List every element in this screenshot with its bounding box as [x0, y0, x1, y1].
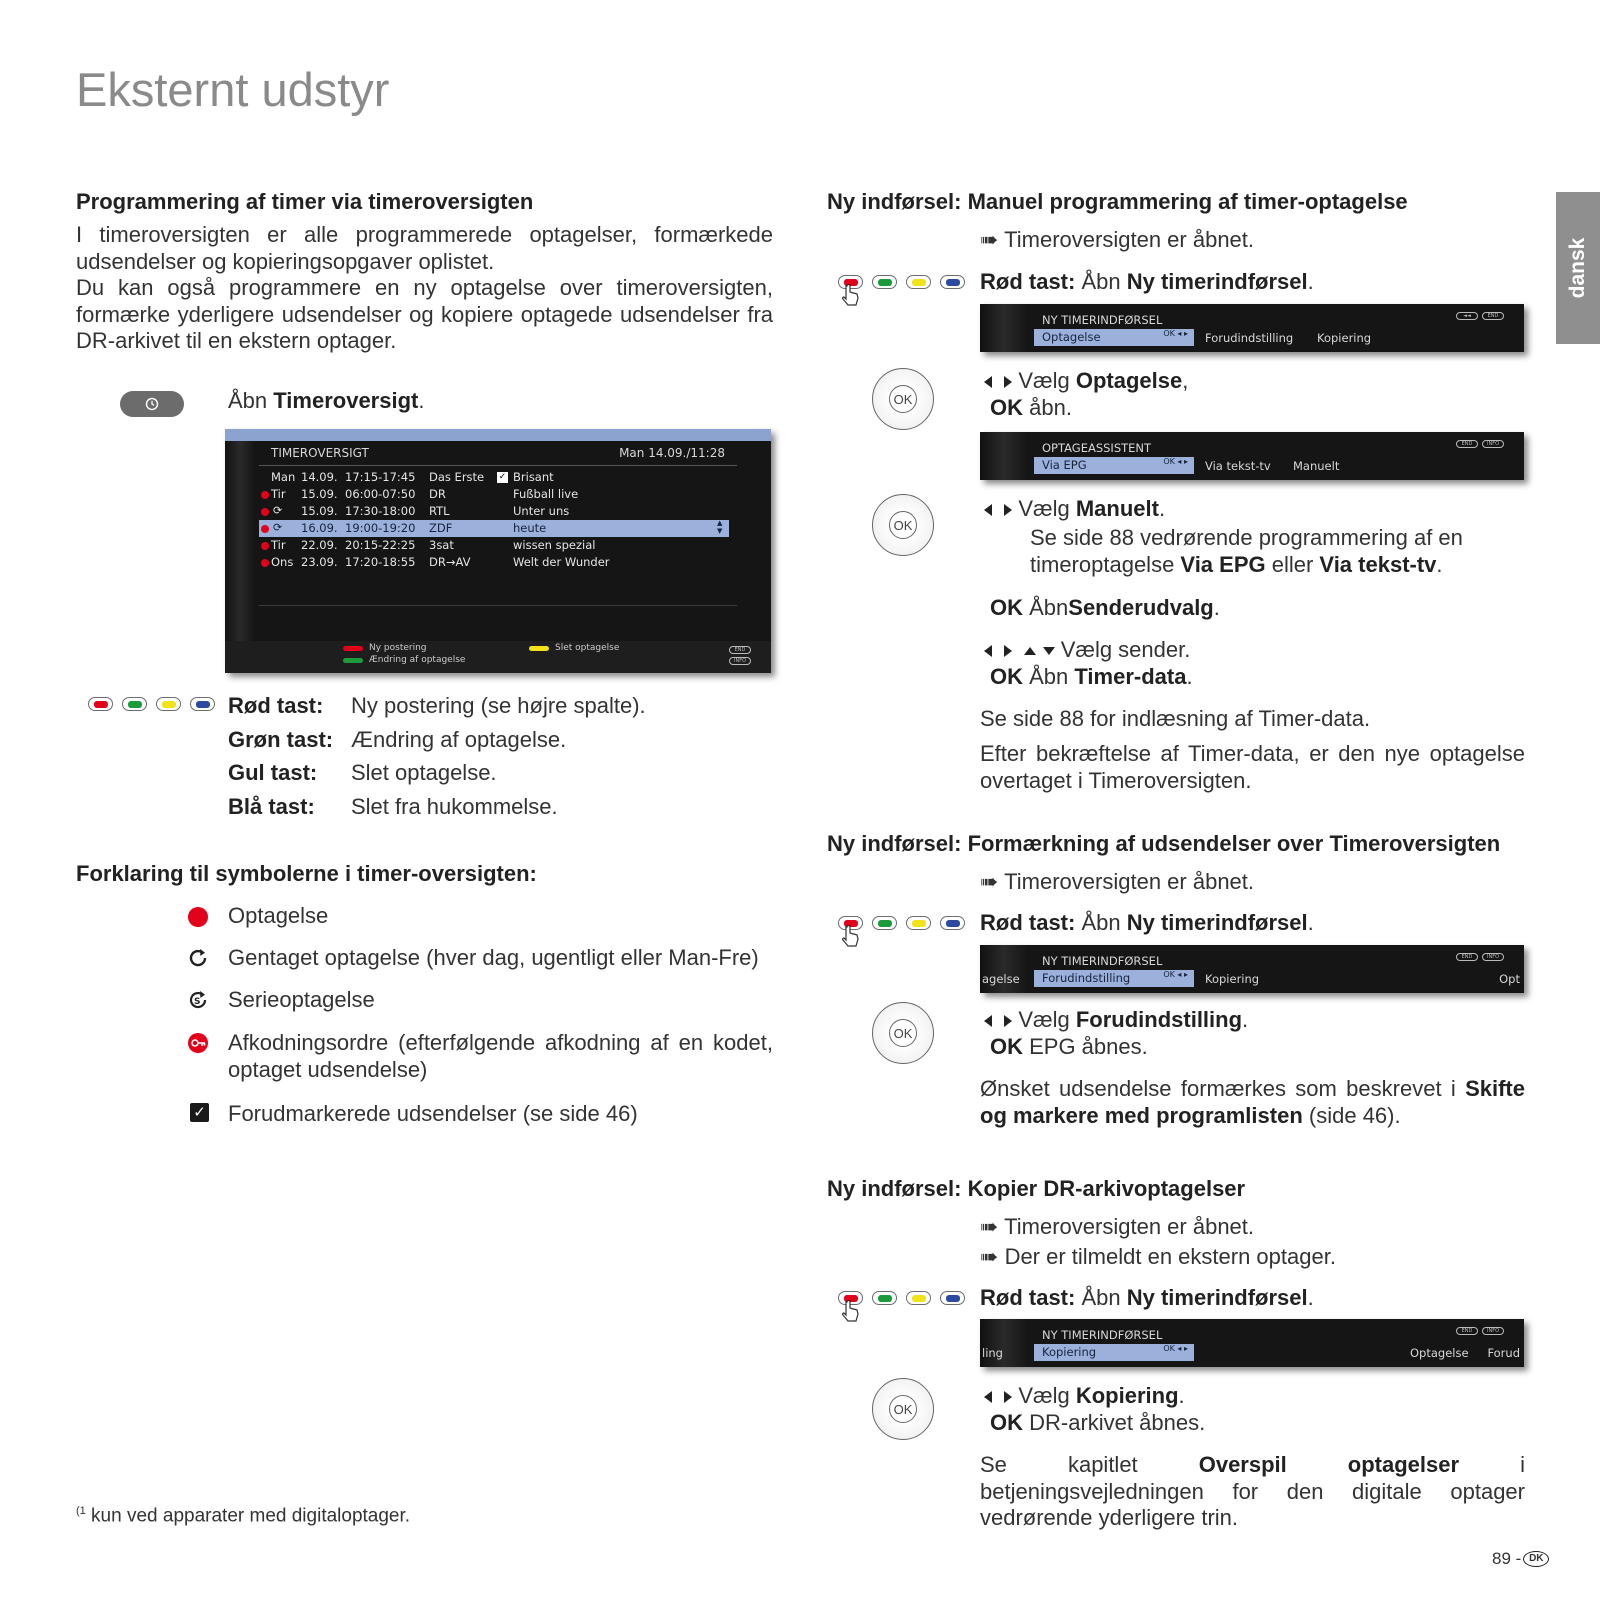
record-icon	[188, 907, 208, 927]
blue-key-icon	[940, 275, 965, 289]
copy-note: Se kapitlet Overspil optagelser i betjeningsvejledningen for den digitale optager vedrørende yderligere trin.	[980, 1452, 1526, 1530]
step-select-forudindstilling: Vælg Forudindstilling.	[984, 1007, 1248, 1033]
key-desc-red: Ny postering (se højre spalte).	[351, 693, 646, 718]
record-icon	[261, 508, 269, 516]
ok-navigation-button: OK	[872, 368, 934, 430]
ok-navigation-button: OK	[872, 1378, 934, 1440]
menu-option[interactable]: Kopiering	[1317, 331, 1372, 345]
arrow-icon: ➠	[980, 869, 999, 894]
arrow-icon: ➠	[980, 1214, 999, 1239]
clock-icon	[145, 397, 159, 411]
left-arrow-icon	[984, 1015, 992, 1027]
key-desc-yellow: Slet optagelse.	[351, 760, 497, 785]
step-ok-epg: OK EPG åbnes.	[990, 1034, 1148, 1059]
menu-option[interactable]: Via tekst-tv	[1205, 459, 1271, 473]
step-open-timerdata: OK Åbn Timer-data.	[990, 664, 1193, 689]
step-select-optagelse: Vælg Optagelse,	[984, 368, 1188, 394]
menu-option-selected[interactable]: Forudindstilling OK ◂ ▸	[1034, 970, 1194, 987]
yellow-key-icon	[906, 1291, 931, 1305]
footer-yellow: Slet optagelse	[555, 643, 620, 653]
precondition-line: ➠ Timeroversigten er åbnet.	[980, 227, 1255, 252]
footer-green: Ændring af optagelse	[369, 655, 466, 665]
series-icon: ⟳	[273, 521, 283, 534]
right-arrow-icon	[1004, 376, 1012, 388]
hand-pointer-icon	[842, 283, 860, 309]
blue-key-icon	[940, 1291, 965, 1305]
red-key-instruction: Rød tast: Åbn Ny timerindførsel.	[980, 269, 1314, 294]
timer-row[interactable]: Tir 15.09. 06:00-07:50 DR Fußball live	[259, 486, 729, 503]
end-key: END	[729, 646, 751, 654]
new-timer-menu-screen: NY TIMERINDFØRSEL Optagelse OK ◂ ▸ Forudindstilling Kopiering ◄◄ END	[980, 304, 1524, 352]
timer-overview-screen	[225, 429, 771, 673]
page-title: Eksternt udstyr	[76, 63, 390, 116]
red-key-instruction: Rød tast: Åbn Ny timerindførsel.	[980, 910, 1314, 935]
country-badge: DK	[1523, 1551, 1549, 1567]
section-heading-timer: Programmering af timer via timeroversigten	[76, 189, 534, 214]
yellow-key-icon	[906, 275, 931, 289]
symbol-record: Optagelse	[228, 903, 329, 928]
step-select-kopiering: Vælg Kopiering.	[984, 1383, 1185, 1409]
step-ok-open: OK åbn.	[990, 395, 1072, 420]
down-arrow-icon	[1043, 647, 1055, 655]
symbols-heading: Forklaring til symbolerne i timer-oversigten:	[76, 861, 537, 886]
symbol-decode: Afkodningsordre (efterfølgende afkodning af en kodet, optaget udsendelse)	[228, 1030, 773, 1082]
premark-icon: ✓	[498, 472, 507, 482]
language-tab: dansk	[1556, 192, 1600, 344]
yellow-key-icon	[156, 697, 181, 711]
green-key-icon	[872, 916, 897, 930]
ok-arrows-icon: OK ◂ ▸	[1163, 457, 1188, 466]
timer-row[interactable]: Ons 23.09. 17:20-18:55 DR→AV Welt der Wunder	[259, 554, 729, 571]
right-arrow-icon	[1004, 645, 1012, 657]
new-timer-menu-screen: NY TIMERINDFØRSEL agelse Forudindstilling OK ◂ ▸ Kopiering Opt END INFO	[980, 945, 1524, 993]
blue-key-icon	[940, 916, 965, 930]
step-select-manuelt: Vælg Manuelt.	[984, 496, 1165, 522]
key-label-yellow: Gul tast:	[228, 760, 318, 785]
timer-button	[120, 391, 184, 417]
green-key-icon	[872, 1291, 897, 1305]
red-key-icon	[343, 646, 363, 651]
key-desc-blue: Slet fra hukommelse.	[351, 794, 558, 819]
ok-navigation-button: OK	[872, 1002, 934, 1064]
arrow-icon: ➠	[980, 1244, 999, 1269]
menu-option[interactable]: Optagelse	[1410, 1346, 1469, 1360]
menu-option-selected[interactable]: Via EPG OK ◂ ▸	[1034, 457, 1194, 474]
right-arrow-icon	[1004, 1391, 1012, 1403]
precondition-line: ➠ Timeroversigten er åbnet.	[980, 869, 1255, 894]
key-label-green: Grøn tast:	[228, 727, 334, 752]
green-key-icon	[343, 658, 363, 663]
menu-option[interactable]: Forudindstilling	[1205, 331, 1294, 345]
svg-text:S: S	[194, 997, 201, 1007]
green-key-icon	[872, 275, 897, 289]
series-icon	[188, 990, 210, 1010]
precondition-line: ➠ Der er tilmeldt en ekstern optager.	[980, 1244, 1336, 1269]
hand-pointer-icon	[842, 1299, 860, 1325]
record-icon	[261, 542, 269, 550]
timer-row-selected[interactable]: ⟳ 16.09. 19:00-19:20 ZDF heute ▲ ▼	[259, 520, 729, 537]
footer-red: Ny postering	[369, 643, 427, 653]
intro-paragraph-1: I timeroversigten er alle programmerede optagelser, formærkede udsendelser og kopieringsopgaver oplistet.	[76, 222, 773, 274]
ok-arrows-icon: OK ◂ ▸	[1163, 329, 1188, 338]
menu-option-selected[interactable]: Optagelse OK ◂ ▸	[1034, 329, 1194, 346]
record-icon	[261, 559, 269, 567]
symbol-repeat: Gentaget optagelse (hver dag, ugentligt eller Man-Fre)	[228, 945, 759, 970]
screen-title: TIMEROVERSIGT	[271, 446, 369, 460]
green-key-icon	[122, 697, 147, 711]
repeat-icon: ⟳	[273, 504, 283, 517]
ok-arrows-icon: OK ◂ ▸	[1163, 970, 1188, 979]
decode-icon	[261, 491, 269, 499]
precondition-line: ➠ Timeroversigten er åbnet.	[980, 1214, 1255, 1239]
up-arrow-icon	[1024, 647, 1036, 655]
confirm-note: Efter bekræftelse af Timer-data, er den nye optagelse overtaget i Timeroversigten.	[980, 741, 1525, 793]
step-manuelt-note: Se side 88 vedrørende programmering af en timeroptagelse Via EPG eller Via tekst-tv.	[1030, 525, 1463, 577]
footnote: $^{(1}$ kun ved apparater med digitaloptager.	[76, 1505, 411, 1527]
symbol-premarked: Forudmarkerede udsendelser (se side 46)	[228, 1101, 638, 1126]
screen-datetime: Man 14.09./11:28	[619, 446, 725, 460]
recording-assistant-screen: OPTAGEASSISTENT Via EPG OK ◂ ▸ Via tekst-tv Manuelt END INFO	[980, 432, 1524, 480]
key-desc-green: Ændring af optagelse.	[351, 727, 567, 752]
open-timer-instruction: Åbn Timeroversigt.	[228, 388, 425, 413]
premark-note: Ønsket udsendelse formærkes som beskrevet i Skifte og markere med programlisten (side 46).	[980, 1076, 1525, 1128]
yellow-key-icon	[529, 646, 549, 651]
hand-pointer-icon	[842, 924, 860, 950]
step-select-sender: Vælg sender.	[984, 637, 1190, 663]
record-icon	[261, 525, 269, 533]
checkbox-icon: ✓	[190, 1103, 209, 1122]
red-key-icon	[88, 697, 113, 711]
page-number: 89 - DK	[1492, 1549, 1549, 1569]
timer-row[interactable]: ⟳ 15.09. 17:30-18:00 RTL Unter uns	[259, 503, 729, 520]
ok-navigation-button: OK	[872, 494, 934, 556]
arrow-icon: ➠	[980, 227, 999, 252]
blue-key-icon	[190, 697, 215, 711]
step-ok-archive: OK DR-arkivet åbnes.	[990, 1410, 1206, 1435]
left-arrow-icon	[984, 645, 992, 657]
menu-option[interactable]: Kopiering	[1205, 972, 1260, 986]
red-key-instruction: Rød tast: Åbn Ny timerindførsel.	[980, 1285, 1314, 1310]
color-keys	[88, 697, 215, 711]
info-key: INFO	[729, 657, 751, 665]
step-open-sender: OK ÅbnSenderudvalg.	[990, 595, 1220, 620]
scroll-arrows-icon: ▲ ▼	[717, 519, 723, 535]
section-heading-manual: Ny indførsel: Manuel programmering af timer-optagelse	[827, 189, 1408, 214]
menu-option-selected[interactable]: Kopiering OK ◂ ▸	[1034, 1344, 1194, 1361]
decode-key-icon	[188, 1033, 208, 1053]
yellow-key-icon	[906, 916, 931, 930]
intro-paragraph-2: Du kan også programmere en ny optagelse over timeroversigten, formærke yderligere udsendelser og kopiere optagede udsendelser fra DR-arkivet til en ekstern optager.	[76, 275, 773, 353]
timer-row[interactable]: Tir 22.09. 20:15-22:25 3sat wissen spezial	[259, 537, 729, 554]
timer-row[interactable]: Man 14.09. 17:15-17:45 Das Erste ✓ Brisant	[271, 470, 554, 484]
symbol-series: Serieoptagelse	[228, 987, 375, 1012]
repeat-icon	[188, 948, 210, 968]
right-arrow-icon	[1004, 504, 1012, 516]
menu-option[interactable]: Manuelt	[1293, 459, 1340, 473]
key-label-red: Rød tast:	[228, 693, 324, 718]
right-arrow-icon	[1004, 1015, 1012, 1027]
left-arrow-icon	[984, 376, 992, 388]
left-arrow-icon	[984, 1391, 992, 1403]
timer-data-note: Se side 88 for indlæsning af Timer-data.	[980, 706, 1371, 731]
ok-arrows-icon: OK ◂ ▸	[1163, 1344, 1188, 1353]
key-label-blue: Blå tast:	[228, 794, 315, 819]
section-heading-premark: Ny indførsel: Formærkning af udsendelser over Timeroversigten	[827, 831, 1501, 856]
new-timer-menu-screen: NY TIMERINDFØRSEL ling Kopiering OK ◂ ▸ Optagelse Forud END INFO	[980, 1319, 1524, 1367]
left-arrow-icon	[984, 504, 992, 516]
section-heading-copy: Ny indførsel: Kopier DR-arkivoptagelser	[827, 1176, 1246, 1201]
